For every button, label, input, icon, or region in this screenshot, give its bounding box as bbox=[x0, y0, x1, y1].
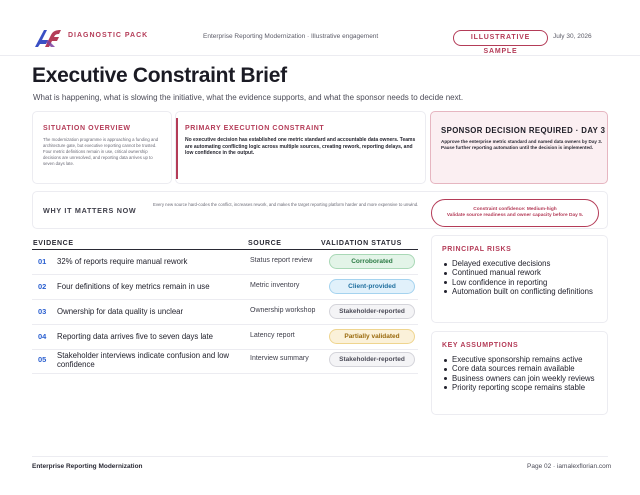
list-item: Automation built on conflicting definitions bbox=[444, 287, 604, 296]
page-title: Executive Constraint Brief bbox=[32, 64, 287, 87]
footer-rule bbox=[32, 456, 608, 457]
evidence-source: Metric inventory bbox=[250, 282, 300, 289]
principal-risks-card bbox=[431, 235, 608, 323]
footer-page-info: Page 02 · iamalexflorian.com bbox=[527, 463, 612, 470]
primary-constraint-label: PRIMARY EXECUTION CONSTRAINT bbox=[185, 125, 325, 132]
status-badge: Corroborated bbox=[329, 254, 415, 269]
evidence-source: Ownership workshop bbox=[250, 307, 316, 314]
source-column-header: SOURCE bbox=[248, 240, 282, 247]
evidence-row bbox=[32, 275, 418, 300]
evidence-number: 03 bbox=[38, 307, 47, 316]
document-date: July 30, 2026 bbox=[553, 33, 592, 40]
evidence-column-header: EVIDENCE bbox=[33, 240, 74, 247]
evidence-source: Interview summary bbox=[250, 355, 309, 362]
status-badge: Stakeholder-reported bbox=[329, 352, 415, 367]
status-badge: Stakeholder-reported bbox=[329, 304, 415, 319]
af-monogram-logo bbox=[33, 27, 63, 49]
evidence-row bbox=[32, 300, 418, 325]
confidence-level: Constraint confidence: Medium-high bbox=[473, 207, 557, 212]
constraint-confidence-pill bbox=[431, 199, 599, 227]
confidence-validation-note: Validate source readiness and owner capacity before Day 5. bbox=[446, 213, 584, 218]
list-item: Executive sponsorship remains active bbox=[444, 355, 604, 364]
evidence-row bbox=[32, 325, 418, 350]
sponsor-decision-label: SPONSOR DECISION REQUIRED · DAY 3 bbox=[441, 126, 606, 135]
page-subtitle: What is happening, what is slowing the initiative, what the evidence supports, and what the sponsor needs to decide next. bbox=[33, 93, 464, 102]
evidence-row bbox=[32, 348, 418, 374]
why-it-matters-card bbox=[32, 191, 608, 229]
primary-constraint-text: No executive decision has established one metric standard and accountable data owners. Teams are automating conflicting logic across multiple sources, creating rework, reporting delays, and low confidence in the output. bbox=[185, 137, 416, 157]
sponsor-decision-text: Approve the enterprise metric standard and named data owners by Day 3. Pause further reporting automation until the decision is implemented. bbox=[441, 139, 603, 151]
page-header bbox=[0, 0, 640, 56]
list-item: Core data sources remain available bbox=[444, 364, 604, 373]
list-item: Continued manual rework bbox=[444, 268, 604, 277]
sponsor-decision-card bbox=[430, 111, 608, 184]
evidence-text: Reporting data arrives five to seven days late bbox=[57, 332, 214, 341]
list-item: Business owners can join weekly reviews bbox=[444, 374, 604, 383]
status-badge: Partially validated bbox=[329, 329, 415, 344]
evidence-text: Four definitions of key metrics remain in use bbox=[57, 282, 210, 291]
evidence-text: Stakeholder interviews indicate confusion and low confidence bbox=[57, 351, 230, 369]
principal-risks-label: PRINCIPAL RISKS bbox=[442, 246, 512, 253]
accent-bar bbox=[176, 118, 178, 179]
engagement-label: Enterprise Reporting Modernization · Illustrative engagement bbox=[203, 33, 379, 40]
list-item: Delayed executive decisions bbox=[444, 259, 604, 268]
evidence-row bbox=[32, 250, 418, 275]
situation-overview-card bbox=[32, 111, 172, 184]
evidence-number: 05 bbox=[38, 355, 47, 364]
situation-overview-text: The modernization programme is approaching a funding and architecture gate, but executive reporting cannot be trusted. Four metric definitions remain in use, critical ownership decisions are unresolved, and reporting data arrives up to seven days late. bbox=[43, 137, 159, 166]
evidence-number: 01 bbox=[38, 257, 47, 266]
evidence-source: Latency report bbox=[250, 332, 295, 339]
status-column-header: VALIDATION STATUS bbox=[321, 240, 402, 247]
status-badge: Client-provided bbox=[329, 279, 415, 294]
illustrative-sample-badge: ILLUSTRATIVE SAMPLE bbox=[453, 30, 548, 46]
evidence-text: 32% of reports require manual rework bbox=[57, 257, 188, 266]
assumptions-list bbox=[444, 355, 604, 392]
evidence-text: Ownership for data quality is unclear bbox=[57, 307, 184, 316]
evidence-number: 02 bbox=[38, 282, 47, 291]
list-item: Priority reporting scope remains stable bbox=[444, 383, 604, 392]
primary-constraint-card bbox=[175, 111, 426, 184]
evidence-source: Status report review bbox=[250, 257, 313, 264]
why-it-matters-text: Every new source hard-codes the conflict, increases rework, and makes the target reporting platform harder and more expensive to unwind. bbox=[153, 202, 419, 207]
risks-list bbox=[444, 259, 604, 296]
key-assumptions-card bbox=[431, 331, 608, 415]
key-assumptions-label: KEY ASSUMPTIONS bbox=[442, 342, 519, 349]
situation-overview-label: SITUATION OVERVIEW bbox=[43, 125, 131, 132]
list-item: Low confidence in reporting bbox=[444, 278, 604, 287]
footer-project-name: Enterprise Reporting Modernization bbox=[32, 463, 143, 470]
why-it-matters-label: WHY IT MATTERS NOW bbox=[43, 206, 137, 215]
evidence-number: 04 bbox=[38, 332, 47, 341]
brand-name: DIAGNOSTIC PACK bbox=[68, 32, 149, 39]
